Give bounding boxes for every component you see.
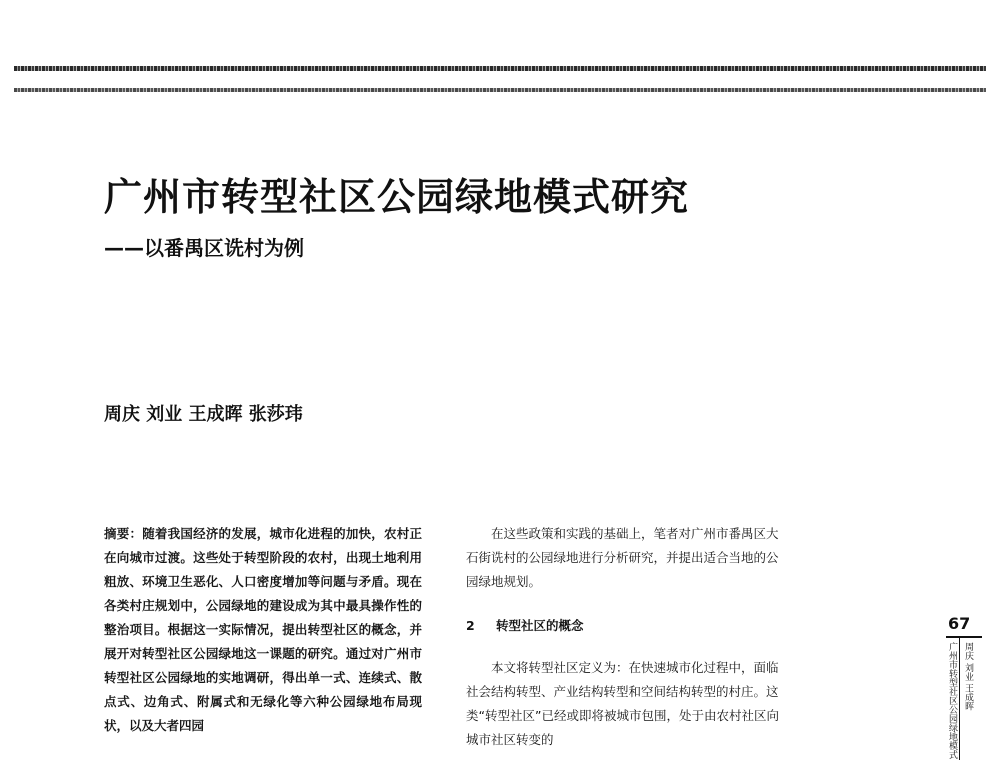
page-number: 67 (948, 614, 971, 633)
header-rule-top (14, 66, 986, 71)
abstract-column (104, 522, 422, 738)
article-title: 广州市转型社区公园绿地模式研究 (104, 175, 690, 219)
page-number-underline (946, 636, 982, 638)
section-heading (466, 614, 784, 638)
abstract-text: 随着我国经济的发展，城市化进程的加快，农村正在向城市过渡。这些处于转型阶段的农村，出现土地利用粗放、环境卫生恶化、人口密度增加等问题与矛盾。现在各类村庄规划中，公园绿地的建设成为其中最具操作性的整治项目。根据这一实际情况，提出转型社区的概念，并展开对转型社区公园绿地这一课题的研究。通过对广州市转型社区公园绿地的实地调研，得出单一式、连续式、散点式、边角式、附属式和无绿化等六种公园绿地布局现状，以及大者四园 (104, 526, 422, 733)
header-rule-bottom (14, 88, 986, 92)
running-title: 广州市转型社区公园绿地模式 (947, 642, 957, 759)
body-column (466, 522, 784, 752)
page-sidebar (946, 614, 986, 760)
article-authors: 周庆 刘业 王成晖 张莎玮 (104, 404, 303, 425)
article-subtitle: ——以番禺区诜村为例 (104, 236, 304, 260)
body-paragraph: 本文将转型社区定义为：在快速城市化过程中，面临社会结构转型、产业结构转型和空间结构转型的村庄。这类“转型社区”已经或即将被城市包围，处于由农村社区向城市社区转变的 (466, 660, 779, 747)
sidebar-divider (959, 638, 960, 760)
intro-paragraph: 在这些政策和实践的基础上，笔者对广州市番禺区大石街诜村的公园绿地进行分析研究，并提出适合当地的公园绿地规划。 (466, 526, 779, 589)
section-title: 转型社区的概念 (496, 618, 584, 633)
section-number: 2 (466, 618, 475, 633)
running-authors: 周庆 刘业 王成晖 (963, 642, 973, 711)
abstract-paragraph (104, 522, 422, 738)
abstract-label: 摘要： (104, 526, 143, 541)
